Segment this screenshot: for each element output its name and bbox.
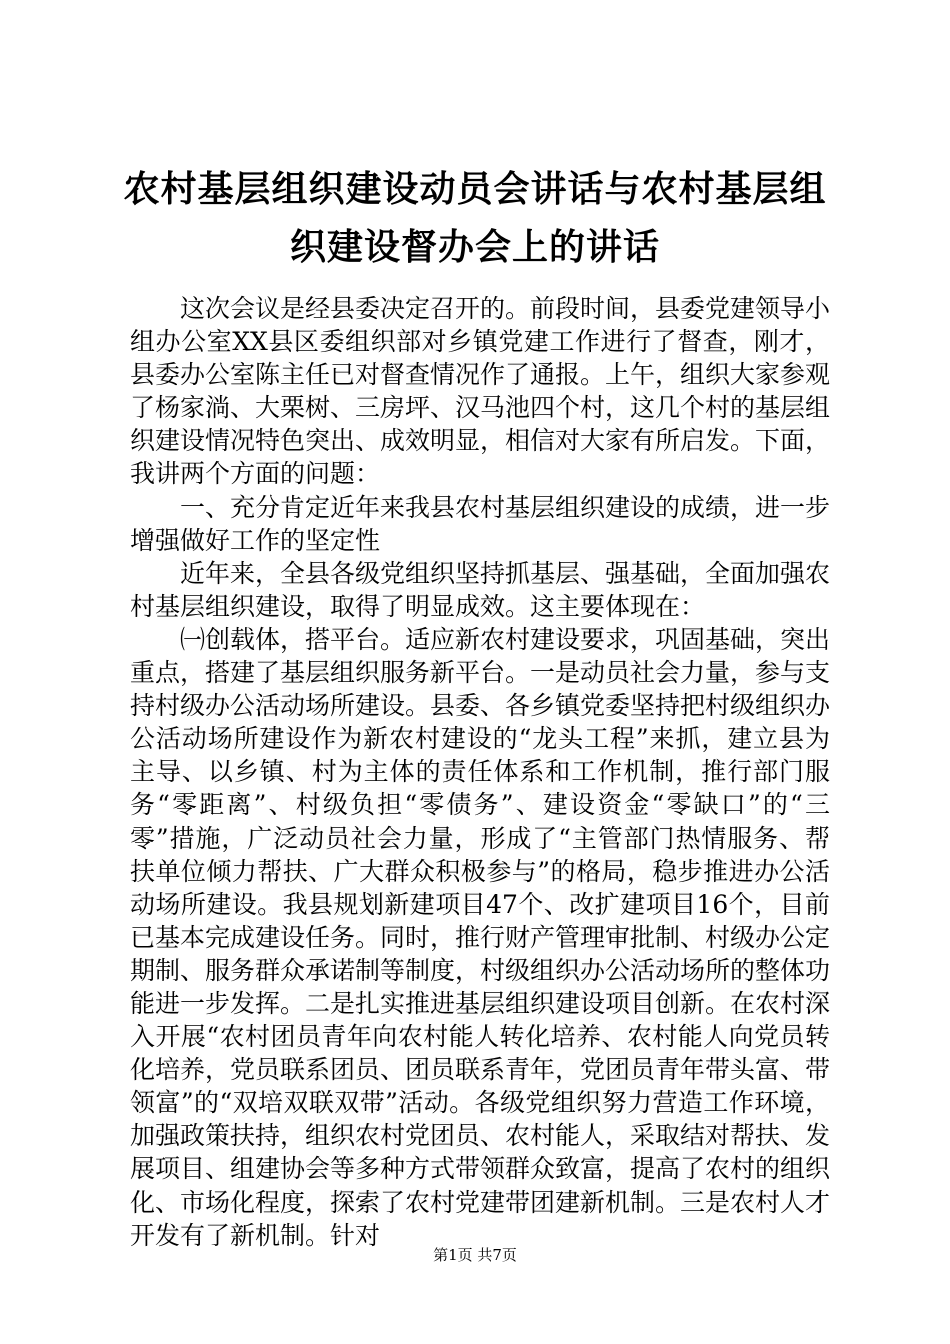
- section-heading: 一、充分肯定近年来我县农村基层组织建设的成绩，进一步增强做好工作的坚定性: [130, 492, 831, 555]
- paragraph: 近年来，全县各级党组织坚持抓基层、强基础，全面加强农村基层组织建设，取得了明显成效。这主要体现在：: [130, 558, 831, 621]
- document-body: [130, 292, 830, 1252]
- paragraph: ㈠创载体，搭平台。适应新农村建设要求，巩固基础，突出重点，搭建了基层组织服务新平台。一是动员社会力量，参与支持村级办公活动场所建设。县委、各乡镇党委坚持把村级组织办公活动场所建设作为新农村建设的“龙头工程”来抓，建立县为主导、以乡镇、村为主体的责任体系和工作机制，推行部门服务“零距离”、村级负担“零债务”、建设资金“零缺口”的“三零”措施，广泛动员社会力量，形成了“主管部门热情服务、帮扶单位倾力帮扶、广大群众积极参与”的格局，稳步推进办公活动场所建设。我县规划新建项目47个、改扩建项目16个，目前已基本完成建设任务。同时，推行财产管理审批制、村级办公定期制、服务群众承诺制等制度，村级组织办公活动场所的整体功能进一步发挥。二是扎实推进基层组织建设项目创新。在农村深入开展“农村团员青年向农村能人转化培养、农村能人向党员转化培养，党员联系团员、团员联系青年，党团员青年带头富、带领富”的“双培双联双带”活动。各级党组织努力营造工作环境，加强政策扶持，组织农村党团员、农村能人，采取结对帮扶、发展项目、组建协会等多种方式带领群众致富，提高了农村的组织化、市场化程度，探索了农村党建带团建新机制。三是农村人才开发有了新机制。针对: [130, 624, 831, 1250]
- page-title: 农村基层组织建设动员会讲话与农村基层组织建设督办会上的讲话: [123, 168, 827, 268]
- page-footer: 第1页 共7页: [433, 1246, 517, 1264]
- paragraph: 这次会议是经县委决定召开的。前段时间，县委党建领导小组办公室XX县区委组织部对乡镇党建工作进行了督查，刚才，县委办公室陈主任已对督查情况作了通报。上午，组织大家参观了杨家淌、大栗树、三房坪、汉马池四个村，这几个村的基层组织建设情况特色突出、成效明显，相信对大家有所启发。下面，我讲两个方面的问题：: [130, 294, 831, 489]
